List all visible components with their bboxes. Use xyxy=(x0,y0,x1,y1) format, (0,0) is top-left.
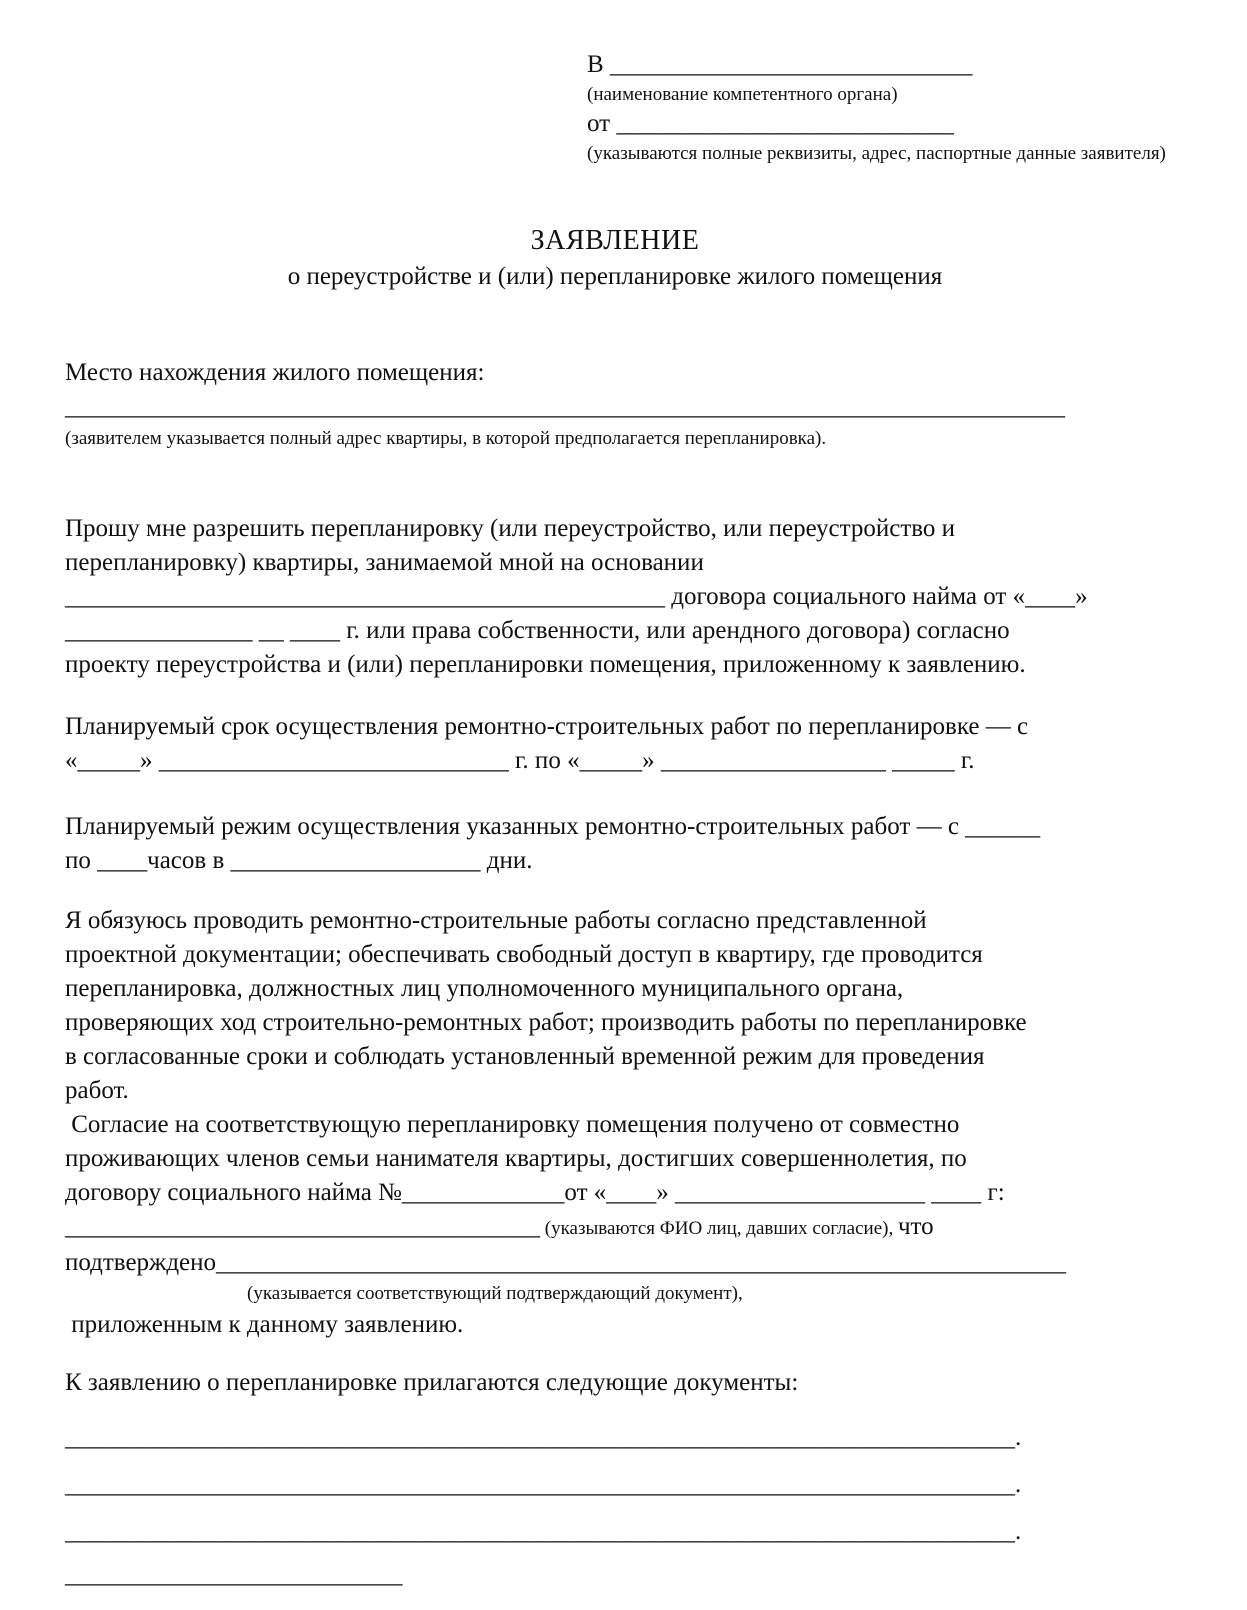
consent-fio-caption: (указываются ФИО лиц, давших согласие), xyxy=(540,1218,898,1239)
request-line-1: Прошу мне разрешить перепланировку (или переустройство, или переустройство и xyxy=(65,515,956,542)
obligation-line-5: в согласованные сроки и соблюдать установленный временной режим для проведения xyxy=(65,1043,985,1070)
consent-confirmed-line: подтверждено____________________________________________________________________ xyxy=(65,1249,1067,1276)
attachment-blank-line-3: ____________________________________________________________________________. xyxy=(65,1518,1022,1545)
attachment-blank-line-2: ____________________________________________________________________________. xyxy=(65,1471,1022,1498)
obligation-line-2: проектной документации; обеспечивать свободный доступ в квартиру, где проводится xyxy=(65,941,983,968)
permission-request-paragraph xyxy=(65,512,1247,682)
attachment-blank-line-short: ___________________________ xyxy=(65,1561,403,1588)
obligation-line-3: перепланировка, должностных лиц уполномоченного муниципального органа, xyxy=(65,975,904,1002)
consent-contract-line: договору социального найма №_____________от «____» ____________________ ____ г: xyxy=(65,1179,1005,1206)
request-line-5: проекту переустройства и (или) перепланировки помещения, приложенному к заявлению. xyxy=(65,651,1026,678)
applicant-details-caption: (указываются полные реквизиты, адрес, паспортные данные заявителя) xyxy=(587,143,1166,164)
consent-signers-tail: что xyxy=(897,1213,934,1240)
consent-attached-line: приложенным к данному заявлению. xyxy=(65,1311,464,1338)
works-term-line-2: «_____» ____________________________ г. по «_____» __________________ _____ г. xyxy=(65,747,975,774)
attachments-label: К заявлению о перепланировке прилагаются следующие документы: xyxy=(65,1369,799,1396)
family-consent-paragraph xyxy=(65,1108,1247,1342)
consent-signers-line xyxy=(65,1210,1247,1246)
attachments-section xyxy=(65,1366,1247,1595)
premises-location-caption: (заявителем указывается полный адрес квартиры, в которой предполагается перепланировка). xyxy=(65,428,827,449)
obligation-paragraph xyxy=(65,904,1247,1108)
consent-line-2: проживающих членов семьи нанимателя квартиры, достигших совершеннолетия, по xyxy=(65,1145,967,1172)
premises-location-label: Место нахождения жилого помещения: xyxy=(65,359,485,386)
consent-line-1: Согласие на соответствующую перепланировку помещения получено от совместно xyxy=(65,1111,960,1138)
document-title: ЗАЯВЛЕНИЕ xyxy=(530,225,700,256)
works-schedule-line-2: по ____часов в ____________________ дни. xyxy=(65,847,533,874)
request-line-3: ________________________________________________ договора социального найма от «____» xyxy=(65,583,1088,610)
obligation-line-1: Я обязуюсь проводить ремонтно-строительные работы согласно представленной xyxy=(65,907,927,934)
authority-name-caption: (наименование компетентного органа) xyxy=(587,84,898,105)
works-term-line-1: Планируемый срок осуществления ремонтно-строительных работ по перепланировке — с xyxy=(65,713,1029,740)
works-schedule-line-1: Планируемый режим осуществления указанных ремонтно-строительных работ — с ______ xyxy=(65,813,1041,840)
document-title-block xyxy=(65,222,1165,294)
attachment-blank-line-1: ____________________________________________________________________________. xyxy=(65,1424,1022,1451)
addressee-block xyxy=(587,48,1247,166)
confirming-document-caption: (указывается соответствующий подтверждающий документ), xyxy=(247,1283,743,1304)
attachments-blank-lines xyxy=(65,1414,1247,1595)
consent-signers-blank-line: ______________________________________ xyxy=(65,1213,540,1240)
premises-location-section xyxy=(65,356,1247,454)
request-line-2: перепланировку) квартиры, занимаемой мной на основании xyxy=(65,549,704,576)
document-subtitle: о переустройстве и (или) перепланировке жилого помещения xyxy=(287,263,943,290)
applicant-from-line: от ___________________________ xyxy=(587,110,954,137)
request-line-4: _______________ __ ____ г. или права собственности, или арендного договора) согласно xyxy=(65,617,1010,644)
works-term-paragraph xyxy=(65,710,1247,778)
premises-location-blank-line: ________________________________________________________________________________ xyxy=(65,393,1065,420)
obligation-line-6: работ. xyxy=(65,1077,129,1104)
works-schedule-paragraph xyxy=(65,810,1247,878)
obligation-line-4: проверяющих ход строительно-ремонтных работ; производить работы по перепланировке xyxy=(65,1009,1027,1036)
addressee-authority-line: В _____________________________ xyxy=(587,51,973,78)
